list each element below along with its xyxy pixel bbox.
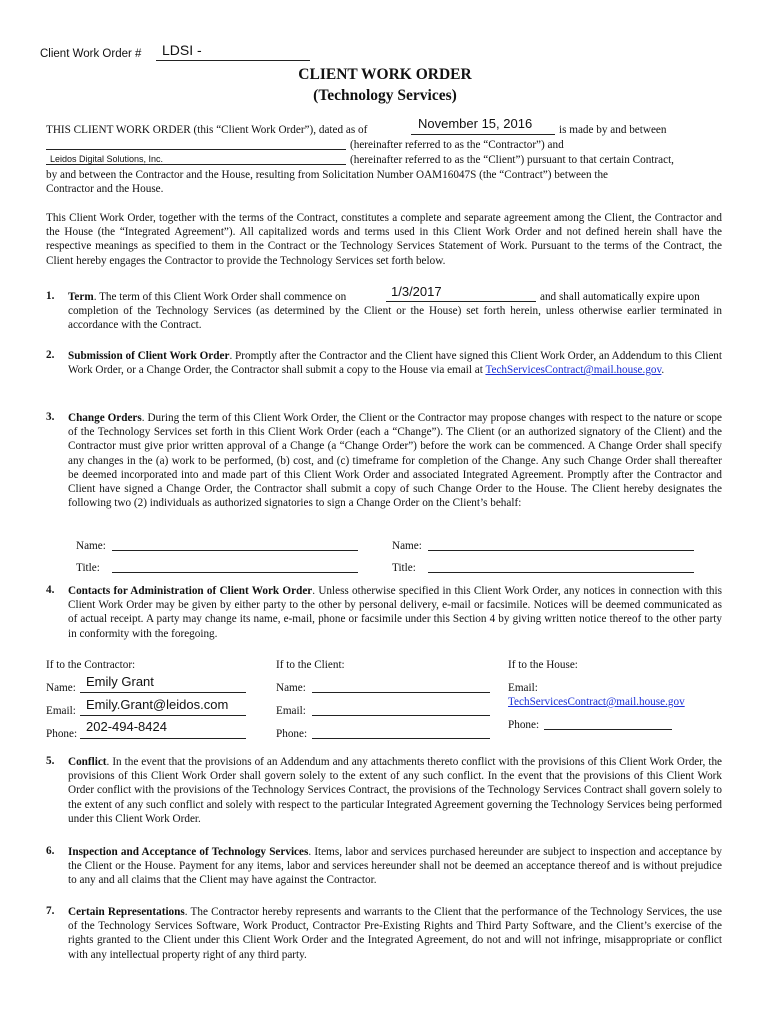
- contractor-ref-text: (hereinafter referred to as the “Contractor”) and: [350, 139, 564, 151]
- section-2-number: 2.: [46, 349, 55, 361]
- intro-text-1: THIS CLIENT WORK ORDER (this “Client Work Order”), dated as of: [46, 124, 368, 136]
- contractor-name-line: [80, 692, 246, 693]
- client-phone-field[interactable]: [312, 738, 490, 739]
- signatory-1-name-field[interactable]: [112, 550, 358, 551]
- section-4-heading: Contacts for Administration of Client Work Order: [68, 585, 313, 597]
- contractor-email-line: [80, 715, 246, 716]
- section-3-heading: Change Orders: [68, 412, 142, 424]
- work-order-number-field[interactable]: LDSI -: [162, 42, 202, 58]
- contractor-email-field[interactable]: Emily.Grant@leidos.com: [86, 697, 229, 712]
- signatory-2-name-label: Name:: [392, 540, 422, 552]
- signatory-2-name-field[interactable]: [428, 550, 694, 551]
- section-2-end: .: [661, 364, 665, 377]
- section-1-number: 1.: [46, 290, 55, 302]
- section-2-body: [68, 349, 722, 377]
- section-6-body: [68, 845, 722, 888]
- section-7-text: . The Contractor hereby represents and warrants to the Client that the performance of the Technology Services, the use of the Technology Services Software, Work Product, Contractor Pre-Existing Rights and Third Party Software, and the Client’s exercise of the rights granted to the Client under this Client Work Order and the Integrated Agreement, do not and will not infringe, misappropriate or conflict with any intellectual property right of any third party.: [68, 906, 722, 961]
- house-phone-field[interactable]: [544, 729, 672, 730]
- section-3-body: [68, 411, 722, 510]
- contractor-phone-field[interactable]: 202-494-8424: [86, 719, 167, 734]
- section-5-text: . In the event that the provisions of an Addendum and any attachments thereto conflict with the provisions of this Client Work Order, the provisions of this Client Work Order shall govern solely to the extent of any such conflict. In the event that the provisions of this Client Work Order conflict with the provisions of the Technology Services Contract, the provisions of the Technology Services Contract shall govern solely to the extent of any such conflict and solely with respect to the particular Integrated Agreement governing the Technology Services being performed under this Client Work Order.: [68, 756, 722, 825]
- section-4-text: . Unless otherwise specified in this Client Work Order, any notices in connection with this Client Work Order may be given by either party to the other by personal delivery, e-mail or facsimile. Notices will be deemed communicated as of actual receipt. A party may change its name, e-mail, phone or facsimile under this Section 4 by giving written notice thereof to the other party in conformity with the foregoing.: [68, 585, 722, 640]
- signatory-1-title-label: Title:: [76, 562, 100, 574]
- section-7-number: 7.: [46, 905, 55, 917]
- client-ref-text: (hereinafter referred to as the “Client”) pursuant to that certain Contract,: [350, 154, 674, 166]
- intro-text-2: is made by and between: [559, 124, 667, 136]
- contractor-email-label: Email:: [46, 705, 76, 717]
- client-name-label: Name:: [276, 682, 306, 694]
- section-2-text: . Promptly after the Contractor and the Client have signed this Client Work Order, an Addendum to this Client Work Order, or a Change Order, the Contractor shall submit a copy to the House via email at: [68, 350, 722, 377]
- section-7-body: [68, 905, 722, 962]
- client-name-field[interactable]: Leidos Digital Solutions, Inc.: [50, 154, 164, 164]
- section-7-heading: Certain Representations: [68, 906, 185, 918]
- intro-text-4: by and between the Contractor and the House, resulting from Solicitation Number OAM16047S (the “Contract”) between the: [46, 169, 609, 181]
- section-1-line1: [68, 290, 346, 304]
- section-4-number: 4.: [46, 584, 55, 596]
- client-contact-name-field[interactable]: [312, 692, 490, 693]
- date-line: [411, 134, 555, 135]
- section-6-heading: Inspection and Acceptance of Technology Services: [68, 846, 309, 858]
- work-order-number-label: Client Work Order #: [40, 48, 142, 60]
- contractor-phone-label: Phone:: [46, 728, 78, 740]
- section-5-heading: Conflict: [68, 756, 107, 768]
- house-contact-email-link[interactable]: TechServicesContract@mail.house.gov: [508, 696, 685, 708]
- document-title: CLIENT WORK ORDER: [298, 66, 472, 83]
- start-date-line: [386, 301, 536, 302]
- client-contact-heading: If to the Client:: [276, 659, 345, 671]
- preamble-paragraph: This Client Work Order, together with the terms of the Contract, constitutes a complete and separate agreement among the Client, the Contractor and the House (the “Integrated Agreement”). All capitalized words and terms used in this Client Work Order and not defined herein shall have the respective meanings as specified to them in the Contract or the Technology Services Statement of Work. Pursuant to the terms of the Contract, the Client hereby engages the Contractor to provide the Technology Services set forth below.: [46, 212, 722, 267]
- house-contact-heading: If to the House:: [508, 659, 578, 671]
- section-6-number: 6.: [46, 845, 55, 857]
- signatory-1-name-label: Name:: [76, 540, 106, 552]
- section-1-text-c: completion of the Technology Services (as determined by the Client or the House) set forth herein, unless otherwise earlier terminated in accordance with the Contract.: [68, 305, 722, 332]
- contractor-contact-name-field[interactable]: Emily Grant: [86, 674, 154, 689]
- signatory-2-title-field[interactable]: [428, 572, 694, 573]
- work-order-number-line: [156, 60, 310, 61]
- section-3-number: 3.: [46, 411, 55, 423]
- date-field[interactable]: November 15, 2016: [418, 116, 533, 131]
- client-email-field[interactable]: [312, 715, 490, 716]
- house-email-link[interactable]: TechServicesContract@mail.house.gov: [485, 364, 662, 377]
- section-5-number: 5.: [46, 755, 55, 767]
- section-6-text: . Items, labor and services purchased hereunder are subject to inspection and acceptance by the Client or the House. Payment for any items, labor and services hereunder shall not be deemed an acceptance thereof and is without prejudice to any and all claims that the Client may have against the Contractor.: [68, 846, 722, 887]
- client-email-label: Email:: [276, 705, 306, 717]
- house-phone-label: Phone:: [508, 719, 540, 731]
- contractor-contact-heading: If to the Contractor:: [46, 659, 136, 671]
- house-email-label: Email:: [508, 682, 538, 694]
- section-1-text-b: and shall automatically expire upon: [540, 291, 700, 303]
- section-2-heading: Submission of Client Work Order: [68, 350, 230, 362]
- signatory-2-title-label: Title:: [392, 562, 416, 574]
- signatory-1-title-field[interactable]: [112, 572, 358, 573]
- start-date-field[interactable]: 1/3/2017: [391, 284, 442, 299]
- intro-text-5: Contractor and the House.: [46, 183, 164, 195]
- section-4-body: [68, 584, 722, 641]
- contractor-phone-line: [80, 738, 246, 739]
- section-5-body: [68, 755, 722, 826]
- contractor-name-label: Name:: [46, 682, 76, 694]
- section-1-text-a: . The term of this Client Work Order shall commence on: [93, 291, 347, 303]
- client-name-line: [46, 164, 346, 165]
- contractor-name-line[interactable]: [46, 149, 346, 150]
- document-subtitle: (Technology Services): [313, 87, 457, 104]
- section-3-text: . During the term of this Client Work Order, the Client or the Contractor may propose changes with respect to the nature or scope of the Technology Services set forth in this Client Work Order (each a “Change”). The Client (or an authorized signatory of the Client) and the Contractor must give prior written approval of a Change (a “Change Order”) before the work can be commenced. A Change Order shall specify any changes in the (a) work to be performed, (b) cost, and (c) timeframe for completion of the Change. Any such Change Order shall thereafter be deemed incorporated into and made part of this Client Work Order and associated Integrated Agreement. Promptly after the Contractor and Client have signed a Change Order, the Contractor shall submit a copy of such Change Order to the House. The Client hereby designates the following two (2) individuals as authorized signatories to sign a Change Order on the Client’s behalf:: [68, 412, 722, 510]
- section-1-heading: Term: [68, 291, 94, 303]
- client-phone-label: Phone:: [276, 728, 308, 740]
